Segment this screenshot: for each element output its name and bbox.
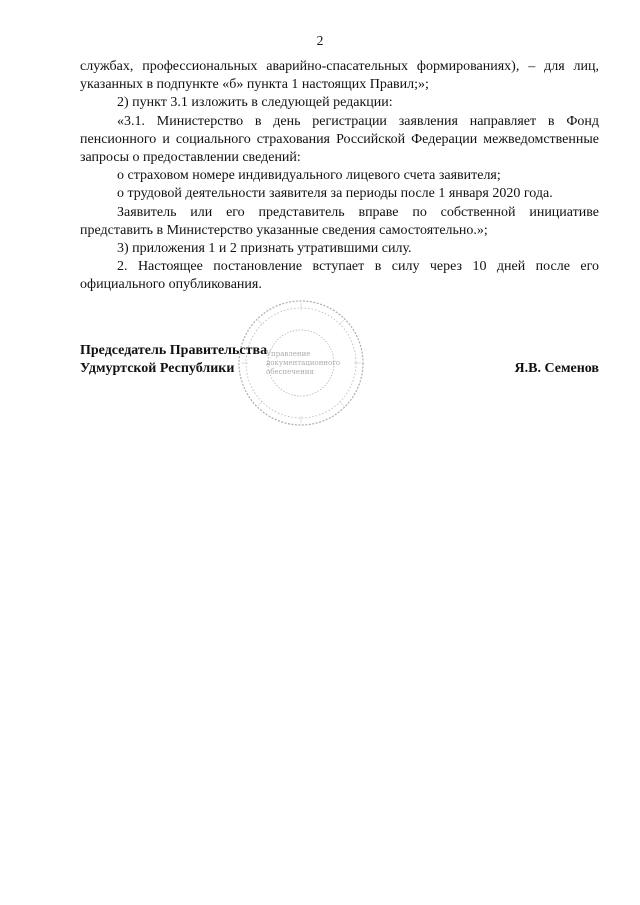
seal-line-1: Управление xyxy=(266,350,311,358)
signatory-position xyxy=(80,342,267,378)
document-body xyxy=(80,58,599,295)
paragraph-continuation: службах, профессиональных аварийно-спасательных формированиях), – для лиц, указанных в подпункте «б» пункта 1 настоящих Правил;»; xyxy=(80,59,599,93)
seal-line-3: обеспечения xyxy=(266,368,314,376)
signatory-position-line-1: Председатель Правительства xyxy=(80,343,268,358)
paragraph-snils: о страховом номере индивидуального лицевого счета заявителя; xyxy=(117,168,501,184)
seal-text xyxy=(266,350,340,377)
signatory-name: Я.В. Семенов xyxy=(514,361,599,376)
page-number: 2 xyxy=(316,33,324,48)
paragraph-clause-3-1: «3.1. Министерство в день регистрации заявления направляет в Фонд пенсионного и социального страхования Российской Федерации межведомственные запросы о предоставлении сведений: xyxy=(80,113,599,166)
paragraph-item-2: 2) пункт 3.1 изложить в следующей редакции: xyxy=(117,95,393,111)
paragraph-work-activity: о трудовой деятельности заявителя за периоды после 1 января 2020 года. xyxy=(117,186,553,202)
paragraph-item-3: 3) приложения 1 и 2 признать утратившими силу. xyxy=(117,241,412,257)
paragraph-effective-date: 2. Настоящее постановление вступает в силу через 10 дней после его официального опубликования. xyxy=(80,259,599,293)
paragraph-applicant-right: Заявитель или его представитель вправе по собственной инициативе представить в Министерство указанные сведения самостоятельно.»; xyxy=(80,204,599,238)
seal-line-2: документационного xyxy=(266,359,341,367)
signatory-position-line-2: Удмуртской Республики xyxy=(80,361,235,376)
